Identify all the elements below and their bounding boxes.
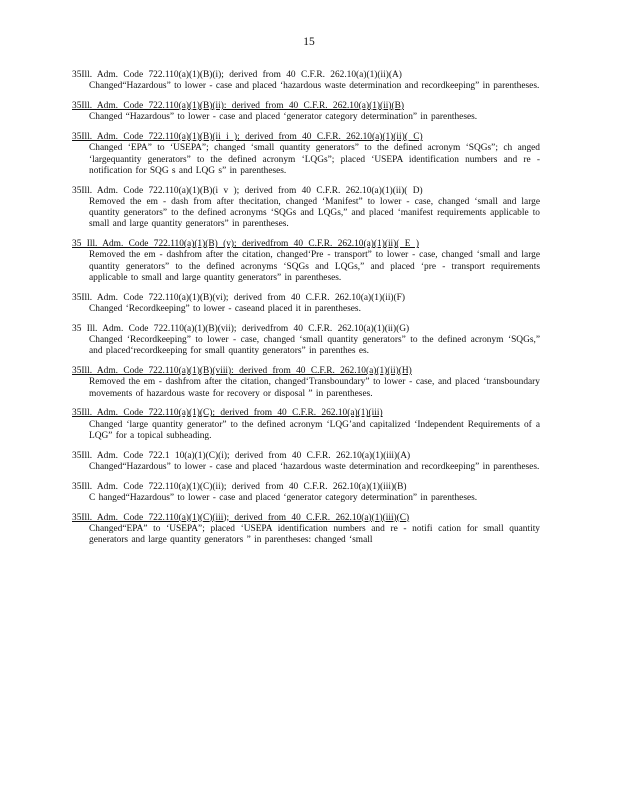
entry-description: C hanged“Hazardous” to lower - case and placed ‘generator category determination” in parentheses. xyxy=(89,492,478,503)
entry-description: Changed ‘EPA” to ‘USEPA”; changed ‘small quantity generators” to the defined acronym ‘SQGs”; ch anged ‘largequantity generators” to the defined acronym ‘LQGs”; placed ‘USEPA identification numbers and re - notification for SQG s and LQG s” in parentheses. xyxy=(89,143,540,176)
entry-citation: 35Ill. Adm. Code 722.110(a)(1)(C)(ii); derived from 40 C.F.R. 262.10(a)(1)(iii)(B) xyxy=(72,481,407,492)
derivation-entries xyxy=(72,70,540,555)
entry-citation: 35Ill. Adm. Code 722.110(a)(1)(B)(ii i ); derived from 40 C.F.R. 262.10(a)(1)(ii)( C) xyxy=(72,131,423,142)
derivation-entry xyxy=(72,132,540,177)
entry-description: Changed“EPA” to ‘USEPA”; placed ‘USEPA identification numbers and re - notifi cation for small quantity generators and large quantity generators ” in parentheses: changed ‘small xyxy=(89,523,540,546)
entry-citation: 35 Ill. Adm. Code 722.110(a)(1)(B) (v); derivedfrom 40 C.F.R. 262.10(a)(1)(ii)( E ) xyxy=(72,239,419,250)
derivation-entry xyxy=(72,239,540,284)
entry-description: Changed ‘Recordkeeping” to lower - case, changed ‘small quantity generators” to the defined acronym ‘SQGs,” and placed‘recordkeeping for small quantity generators” in parenthes es. xyxy=(89,334,540,357)
entry-description: Changed“Hazardous” to lower - case and placed ‘hazardous waste determination and recordkeeping” in parentheses. xyxy=(89,81,540,92)
derivation-entry xyxy=(72,70,540,93)
derivation-entry xyxy=(72,513,540,547)
entry-description: Changed“Hazardous” to lower - case and placed ‘hazardous waste determination and recordkeeping” in parentheses. xyxy=(89,461,540,472)
entry-description: Removed the em - dashfrom after the citation, changed‘Transboundary” to lower - case, and placed ‘transboundary movements of hazardous waste for recovery or disposal ” in parentheses. xyxy=(89,377,540,399)
derivation-entry xyxy=(72,482,540,505)
entry-citation: 35Ill. Adm. Code 722.110(a)(1)(B)(i); derived from 40 C.F.R. 262.10(a)(1)(ii)(A) xyxy=(72,70,402,80)
page-number: 15 xyxy=(303,36,315,48)
entry-description: Changed “Hazardous” to lower - case and placed ‘generator category determination” in parentheses. xyxy=(89,112,478,123)
entry-description: Removed the em - dash from after thecitation, changed ‘Manifest” to lower - case, changed ‘small and large quantity generators” to the defined acronyms ‘SQGs and LQGs,” and placed ‘manifest requirements applicable to small and large quantity generators” in parentheses. xyxy=(89,196,540,230)
entry-citation: 35Ill. Adm. Code 722.110(a)(1)(C); derived from 40 C.F.R. 262.10(a)(1)(iii) xyxy=(72,408,383,419)
entry-description: Changed ‘Recordkeeping” to lower - caseand placed it in parentheses. xyxy=(89,304,361,314)
entry-citation: 35Ill. Adm. Code 722.1 10(a)(1)(C)(i); derived from 40 C.F.R. 262.10(a)(1)(iii)(A) xyxy=(72,450,411,461)
entry-citation: 35Ill. Adm. Code 722.110(a)(1)(B)(vi); derived from 40 C.F.R. 262.10(a)(1)(ii)(F) xyxy=(72,292,405,303)
entry-citation: 35 Ill. Adm. Code 722.110(a)(1)(B)(vii); derivedfrom 40 C.F.R. 262.10(a)(1)(ii)(G) xyxy=(72,323,410,334)
derivation-entry xyxy=(72,451,540,474)
entry-citation: 35Ill. Adm. Code 722.110(a)(1)(C)(iii); derived from 40 C.F.R. 262.10(a)(1)(iii)(C) xyxy=(72,512,410,523)
derivation-entry xyxy=(72,408,540,442)
entry-description: Changed ‘large quantity generator” to the defined acronym ‘LQG’and capitalized ‘Independent Requirements of a LQG” for a topical subheading. xyxy=(89,419,540,441)
derivation-entry xyxy=(72,293,540,316)
entry-citation: 35Ill. Adm. Code 722.110(a)(1)(B)(ii): derived from 40 C.F.R. 262.10(a)(1)(ii)(B) xyxy=(72,100,404,111)
derivation-entry xyxy=(72,324,540,358)
entry-citation: 35Ill. Adm. Code 722.110(a)(1)(B)(i v ); derived from 40 C.F.R. 262.10(a)(1)(ii)( D) xyxy=(72,185,423,196)
derivation-entry xyxy=(72,186,540,231)
derivation-entry xyxy=(72,101,540,124)
entry-description: Removed the em - dashfrom after the citation, changed‘Pre - transport” to lower - case, changed ‘small and large quantity generators” to the defined acronyms ‘SQGs and LQGs,” and placed ‘pre - transport requirements applicable to small and large quantity generators” in parentheses. xyxy=(89,250,540,284)
entry-citation: 35Ill. Adm. Code 722.110(a)(1)(B)(viii): derived from 40 C.F.R. 262.10(a)(1)(ii)(H) xyxy=(72,365,412,376)
derivation-entry xyxy=(72,366,540,400)
